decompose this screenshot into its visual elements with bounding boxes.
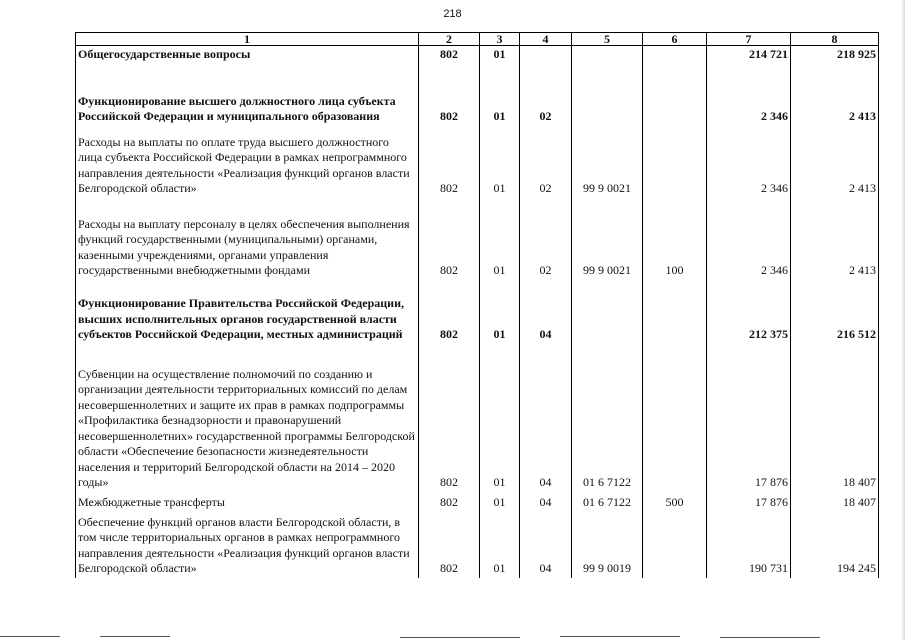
row-amount-year1: 212 375 [707, 280, 791, 344]
table-row [76, 344, 879, 492]
row-code-expense-type: 100 [643, 198, 707, 280]
row-name: Расходы на выплату персоналу в целях обеспечения выполнения функций государственными (муниципальными) органами, казенными учреждениями, органами управления государственными внебюджетными фондами [76, 198, 419, 280]
row-name: Общегосударственные вопросы [76, 46, 419, 64]
row-name: Обеспечение функций органов власти Белгородской области, в том числе территориальных органов в рамках непрограммного направления деятельности «Реализация функций органов власти Белгородской области» [76, 512, 419, 578]
row-amount-year2: 216 512 [791, 280, 879, 344]
row-code-expense-type [643, 280, 707, 344]
row-amount-year1: 17 876 [707, 492, 791, 512]
row-name: Расходы на выплаты по оплате труда высшего должностного лица субъекта Российской Федерации в рамках непрограммного направления деятельности «Реализация функций органов власти Белгородской области» [76, 126, 419, 198]
row-code-target [572, 64, 643, 126]
row-amount-year1: 190 731 [707, 512, 791, 578]
row-code-expense-type [643, 64, 707, 126]
row-amount-year1: 17 876 [707, 344, 791, 492]
row-amount-year2: 2 413 [791, 126, 879, 198]
row-code-target: 01 6 7122 [572, 344, 643, 492]
row-code-subsection: 04 [520, 512, 572, 578]
row-code-expense-type [643, 344, 707, 492]
row-code-admin: 802 [419, 198, 480, 280]
row-code-admin: 802 [419, 492, 480, 512]
table-row [76, 280, 879, 344]
row-amount-year1: 2 346 [707, 198, 791, 280]
table-row [76, 64, 879, 126]
row-code-section: 01 [480, 198, 520, 280]
row-code-admin: 802 [419, 64, 480, 126]
row-amount-year2: 2 413 [791, 64, 879, 126]
row-name: Функционирование Правительства Российской Федерации, высших исполнительных органов государственной власти субъектов Российской Федерации, местных администраций [76, 280, 419, 344]
row-name: Функционирование высшего должностного лица субъекта Российской Федерации и муниципального образования [76, 64, 419, 126]
row-amount-year2: 18 407 [791, 492, 879, 512]
row-code-subsection [520, 46, 572, 64]
column-header: 7 [707, 33, 791, 46]
row-name: Субвенции на осуществление полномочий по созданию и организации деятельности территориальных комиссий по делам несовершеннолетних и защите их прав в рамках подпрограммы «Профилактика безнадзорности и правонарушений несовершеннолетних» государственной программы Белгородской области «Обеспечение безопасности жизнедеятельности населения и территорий Белгородской области на 2014 – 2020 годы» [76, 344, 419, 492]
scan-edge-line [400, 637, 520, 638]
column-header: 2 [419, 33, 480, 46]
page-number: 218 [443, 8, 462, 20]
budget-table [75, 32, 879, 578]
row-code-section: 01 [480, 280, 520, 344]
column-header: 1 [76, 33, 419, 46]
row-code-subsection: 02 [520, 126, 572, 198]
row-code-target: 99 9 0021 [572, 126, 643, 198]
column-header: 6 [643, 33, 707, 46]
row-code-section: 01 [480, 512, 520, 578]
table-row [76, 46, 879, 64]
row-code-subsection: 04 [520, 492, 572, 512]
column-header: 5 [572, 33, 643, 46]
table-row [76, 198, 879, 280]
row-code-subsection: 02 [520, 198, 572, 280]
row-code-admin: 802 [419, 512, 480, 578]
column-header: 4 [520, 33, 572, 46]
row-amount-year2: 194 245 [791, 512, 879, 578]
row-amount-year2: 2 413 [791, 198, 879, 280]
column-header: 3 [480, 33, 520, 46]
row-code-section: 01 [480, 64, 520, 126]
row-amount-year1: 2 346 [707, 126, 791, 198]
row-code-section: 01 [480, 492, 520, 512]
row-name: Межбюджетные трансферты [76, 492, 419, 512]
row-code-target [572, 46, 643, 64]
row-code-section: 01 [480, 344, 520, 492]
row-code-admin: 802 [419, 344, 480, 492]
scan-edge-shadow [901, 0, 905, 640]
table-row [76, 126, 879, 198]
row-code-subsection: 02 [520, 64, 572, 126]
row-code-admin: 802 [419, 126, 480, 198]
scan-edge-line [100, 636, 170, 637]
row-code-target: 99 9 0019 [572, 512, 643, 578]
scan-edge-line [720, 637, 820, 638]
scan-edge-line [0, 636, 60, 637]
row-code-target [572, 280, 643, 344]
row-code-expense-type [643, 126, 707, 198]
column-header: 8 [791, 33, 879, 46]
row-code-expense-type: 500 [643, 492, 707, 512]
row-code-admin: 802 [419, 280, 480, 344]
row-code-subsection: 04 [520, 344, 572, 492]
row-code-expense-type [643, 512, 707, 578]
row-amount-year2: 18 407 [791, 344, 879, 492]
row-amount-year1: 214 721 [707, 46, 791, 64]
row-code-target: 99 9 0021 [572, 198, 643, 280]
table-row [76, 512, 879, 578]
row-amount-year1: 2 346 [707, 64, 791, 126]
row-code-admin: 802 [419, 46, 480, 64]
table-row [76, 492, 879, 512]
table-header-row [76, 33, 879, 46]
row-code-expense-type [643, 46, 707, 64]
row-code-section: 01 [480, 126, 520, 198]
scan-edge-line [560, 636, 680, 637]
row-code-target: 01 6 7122 [572, 492, 643, 512]
row-amount-year2: 218 925 [791, 46, 879, 64]
row-code-subsection: 04 [520, 280, 572, 344]
row-code-section: 01 [480, 46, 520, 64]
